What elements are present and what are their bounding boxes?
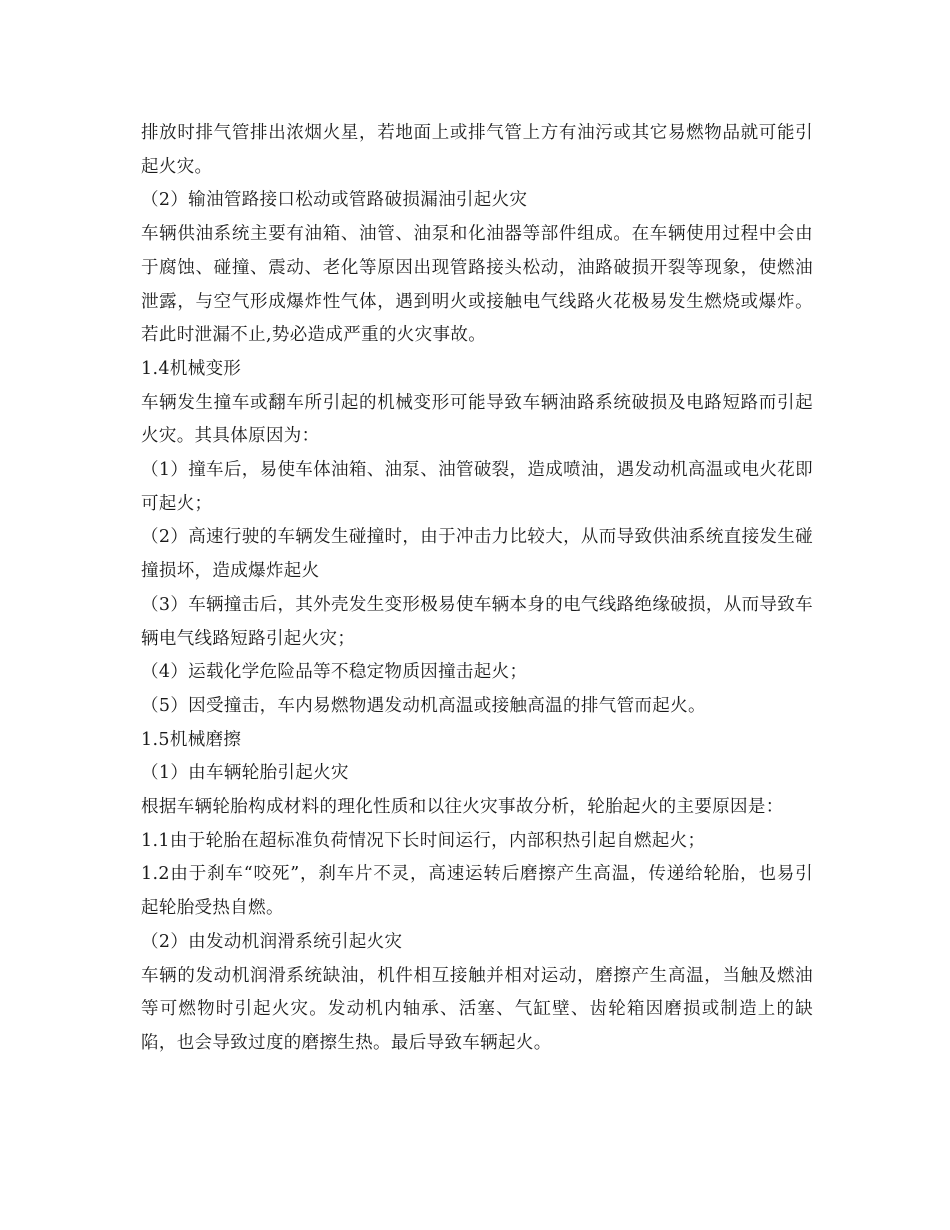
list-item-tire-2: 1.2由于刹车“咬死”，刹车片不灵，高速运转后磨擦产生高温，传递给轮胎，也易引起轮胎受热自燃。 [141, 864, 813, 919]
section-heading-mechanical-deformation: 1.4机械变形 [141, 358, 242, 379]
section-heading-mechanical-friction: 1.5机械磨擦 [141, 729, 242, 750]
heading-oil-leak: （2）输油管路接口松动或管路破损漏油引起火灾 [141, 190, 528, 211]
heading-lubrication-fire: （2）由发动机润滑系统引起火灾 [141, 931, 403, 952]
list-item-collision-3: （3）车辆撞击后，其外壳发生变形极易使车辆本身的电气线路绝缘破损，从而导致车辆电气线路短路引起火灾； [141, 594, 813, 649]
heading-tire-fire: （1）由车辆轮胎引起火灾 [141, 763, 349, 784]
paragraph-lubrication: 车辆的发动机润滑系统缺油，机件相互接触并相对运动，磨擦产生高温，当触及燃油等可燃物时引起火灾。发动机内轴承、活塞、气缸壁、齿轮箱因磨损或制造上的缺陷，也会导致过度的磨擦生热。最后导致车辆起火。 [141, 965, 813, 1053]
paragraph-fuel-system: 车辆供油系统主要有油箱、油管、油泵和化油器等部件组成。在车辆使用过程中会由于腐蚀、碰撞、震动、老化等原因出现管路接头松动，油路破损开裂等现象，使燃油泄露，与空气形成爆炸性气体，遇到明火或接触电气线路火花极易发生燃烧或爆炸。若此时泄漏不止,势必造成严重的火灾事故。 [141, 224, 813, 346]
list-item-collision-5: （5）因受撞击，车内易燃物遇发动机高温或接触高温的排气管而起火。 [141, 695, 706, 716]
paragraph-fire-exhaust-sparks: 排放时排气管排出浓烟火星，若地面上或排气管上方有油污或其它易燃物品就可能引起火灾。 [141, 123, 813, 177]
list-item-collision-4: （4）运载化学危险品等不稳定物质因撞击起火； [141, 662, 528, 683]
document-body [141, 117, 813, 1061]
list-item-tire-1: 1.1由于轮胎在超标准负荷情况下长时间运行，内部积热引起自燃起火； [141, 830, 706, 851]
paragraph-deformation-intro: 车辆发生撞车或翻车所引起的机械变形可能导致车辆油路系统破损及电路短路而引起火灾。其具体原因为： [141, 392, 813, 447]
list-item-collision-1: （1）撞车后，易使车体油箱、油泵、油管破裂，造成喷油，遇发动机高温或电火花即可起火； [141, 460, 813, 514]
paragraph-tire-analysis: 根据车辆轮胎构成材料的理化性质和以往火灾事故分析，轮胎起火的主要原因是： [141, 797, 784, 818]
list-item-collision-2: （2）高速行驶的车辆发生碰撞时，由于冲击力比较大，从而导致供油系统直接发生碰撞损坏，造成爆炸起火 [141, 527, 813, 582]
